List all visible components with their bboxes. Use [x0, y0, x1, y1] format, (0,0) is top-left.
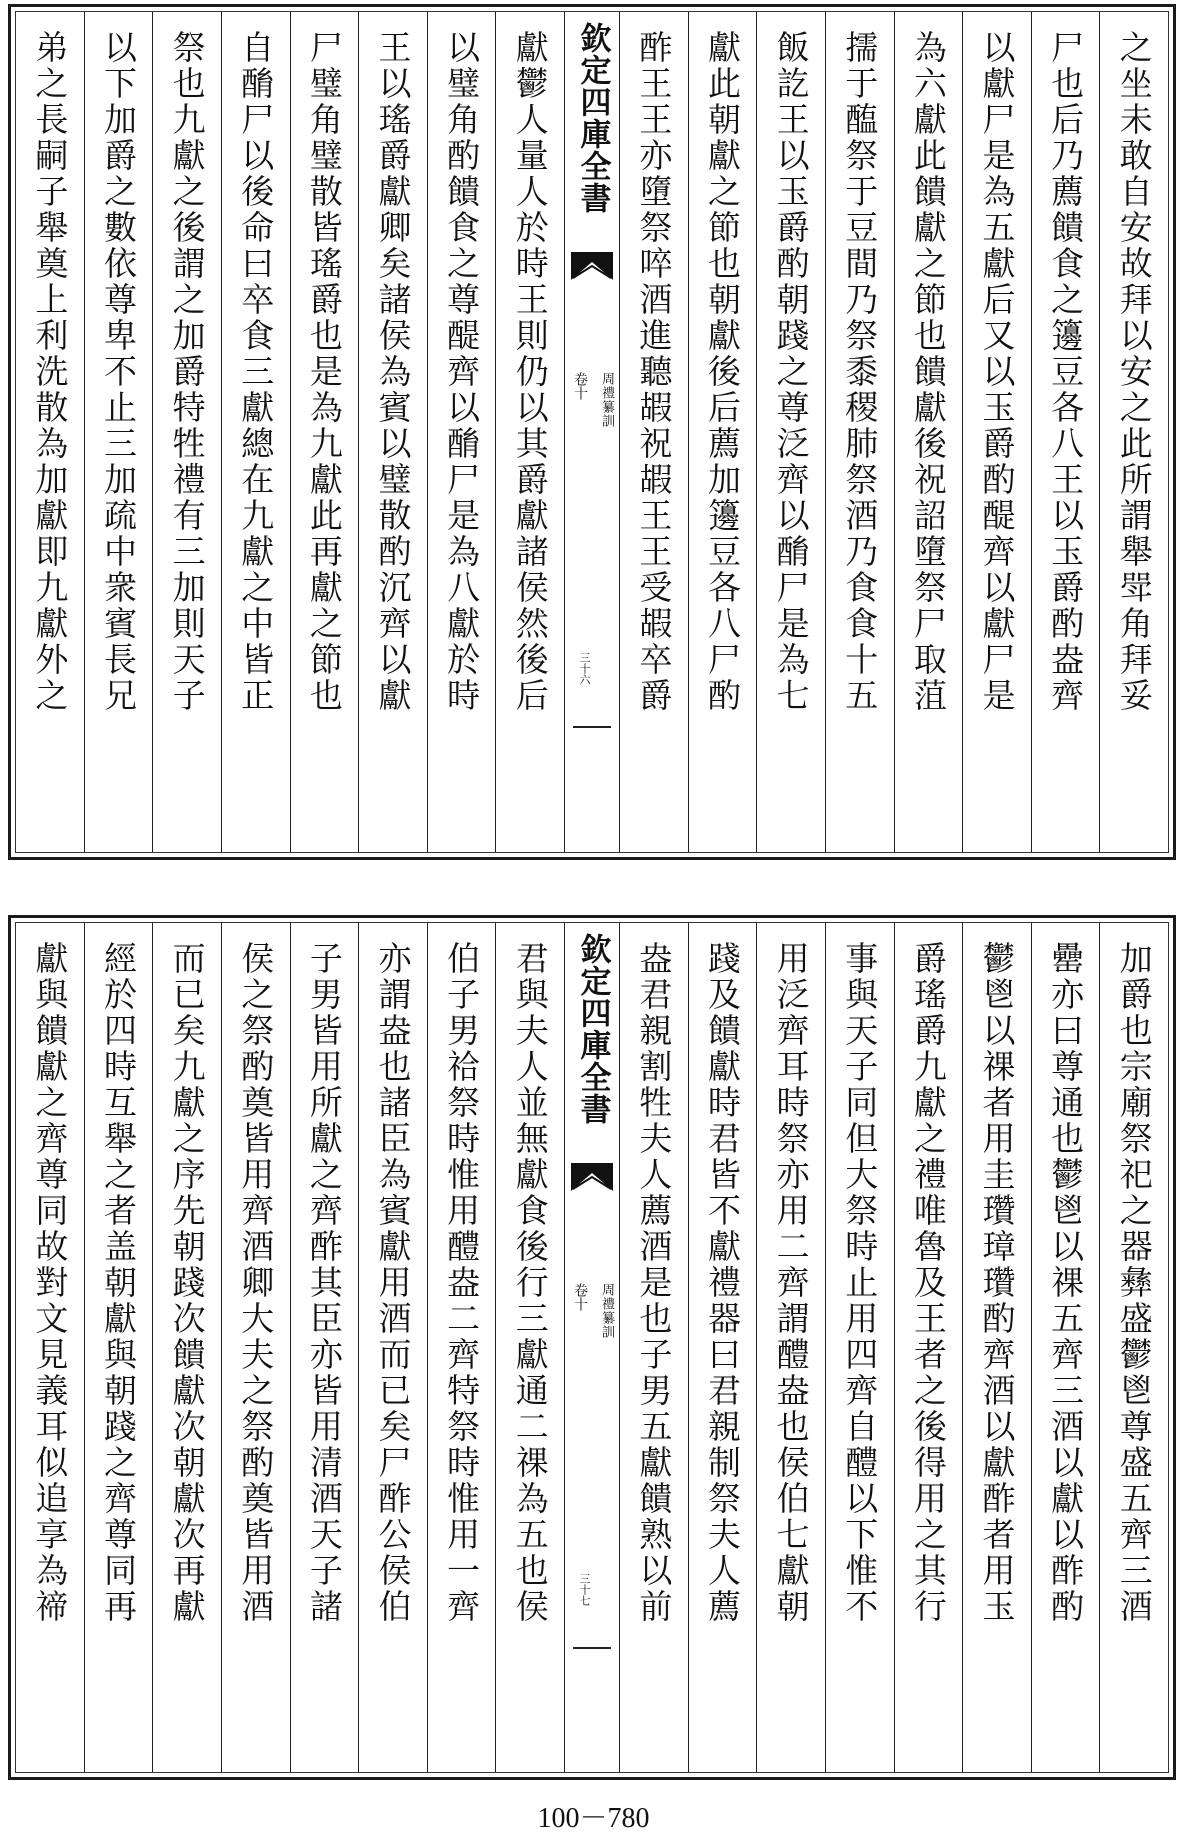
text-column [1031, 12, 1100, 852]
column-text: 獻鬱人量人於時王則仍以其爵獻諸侯然後后 [510, 30, 550, 714]
margin-divider [573, 726, 611, 728]
column-text: 以獻尸是為五獻后又以玉爵酌醍齊以獻尸是 [977, 30, 1017, 714]
text-column [16, 923, 84, 1772]
juan-number: 卷十 [572, 1283, 588, 1311]
column-text: 經於四時互舉之者盖朝獻與朝踐之齊尊同再 [98, 941, 138, 1625]
collection-title: 欽定四庫全書 [574, 933, 611, 1125]
column-text: 之坐未敢自安故拜以安之此所謂舉斝角拜妥 [1114, 30, 1154, 714]
text-column [427, 923, 496, 1772]
column-text: 獻與饋獻之齊尊同故對文見義耳似追享為禘 [30, 941, 70, 1625]
text-column [358, 12, 427, 852]
book-title: 周禮纂訓 [599, 1283, 614, 1339]
column-text: 自酳尸以後命曰卒食三獻總在九獻之中皆正 [236, 30, 276, 714]
column-text: 子男皆用所獻之齊酢其臣亦皆用清酒天子諸 [304, 941, 344, 1625]
collection-title: 欽定四庫全書 [574, 22, 611, 214]
column-text: 尸也后乃薦饋食之籩豆各八王以玉爵酌盎齊 [1046, 30, 1086, 714]
text-column [84, 923, 153, 1772]
page-number: 100－780 [537, 1803, 650, 1834]
bottom-page-text-frame [15, 922, 1169, 1773]
text-column [962, 923, 1031, 1772]
column-text: 鬱鬯以祼者用圭瓚璋瓚酌齊酒以獻酢者用玉 [977, 941, 1017, 1625]
fishtail-ornament-icon [571, 1163, 613, 1191]
text-column [358, 923, 427, 1772]
text-column [894, 923, 963, 1772]
text-column [1099, 923, 1168, 1772]
column-text: 獻此朝獻之節也朝獻後后薦加籩豆各八尸酌 [702, 30, 742, 714]
text-column [495, 12, 564, 852]
text-column [825, 923, 894, 1772]
text-column [152, 12, 221, 852]
center-margin [564, 12, 619, 852]
text-column [290, 12, 359, 852]
text-column [894, 12, 963, 852]
column-text: 酢王王亦墮祭啐酒進聽嘏祝嘏王王受嘏卒爵 [634, 30, 674, 714]
margin-divider [573, 1647, 611, 1649]
text-column [495, 923, 564, 1772]
column-text: 祭也九獻之後謂之加爵特牲禮有三加則天子 [167, 30, 207, 714]
column-text: 盎君親割牲夫人薦酒是也子男五獻饋熟以前 [634, 941, 674, 1625]
column-text: 加爵也宗廟祭祀之器彝盛鬱鬯尊盛五齊三酒 [1114, 941, 1154, 1625]
column-text: 以下加爵之數依尊卑不止三加疏中衆賓長兄 [98, 30, 138, 714]
text-column [84, 12, 153, 852]
column-text: 王以瑤爵獻卿矣諸侯為賓以璧散酌沉齊以獻 [373, 30, 413, 714]
column-text: 侯之祭酌奠皆用齊酒卿大夫之祭酌奠皆用酒 [236, 941, 276, 1625]
column-text: 而已矣九獻之序先朝踐次饋獻次朝獻次再獻 [167, 941, 207, 1625]
text-column [756, 12, 825, 852]
text-column [619, 923, 688, 1772]
text-column [16, 12, 84, 852]
text-column [1031, 923, 1100, 1772]
text-column [290, 923, 359, 1772]
text-column [1099, 12, 1168, 852]
text-column [688, 923, 757, 1772]
folio-number: 三十七 [578, 1573, 591, 1606]
column-text: 伯子男祫祭時惟用醴盎二齊特祭時惟用一齊 [442, 941, 482, 1625]
column-text: 尸璧角璧散皆瑤爵也是為九獻此再獻之節也 [304, 30, 344, 714]
center-margin [564, 923, 619, 1772]
text-column [221, 12, 290, 852]
column-text: 事與天子同但大祭時止用四齊自醴以下惟不 [840, 941, 880, 1625]
juan-number: 卷十 [572, 372, 588, 400]
folio-number: 三十六 [578, 652, 591, 685]
column-text: 罍亦曰尊通也鬱鬯以祼五齊三酒以獻以酢酌 [1046, 941, 1086, 1625]
column-text: 踐及饋獻時君皆不獻禮器曰君親制祭夫人薦 [702, 941, 742, 1625]
text-column [825, 12, 894, 852]
column-text: 以璧角酌饋食之尊醍齊以酳尸是為八獻於時 [442, 30, 482, 714]
bottom-page [8, 915, 1176, 1780]
column-text: 君與夫人並無獻食後行三獻通二祼為五也侯 [510, 941, 550, 1625]
column-text: 為六獻此饋獻之節也饋獻後祝詔墮祭尸取菹 [908, 30, 948, 714]
text-column [688, 12, 757, 852]
column-text: 飯訖王以玉爵酌朝踐之尊泛齊以酳尸是為七 [771, 30, 811, 714]
text-column [756, 923, 825, 1772]
text-column [619, 12, 688, 852]
text-column [427, 12, 496, 852]
top-page [8, 4, 1176, 860]
fishtail-ornament-icon [571, 252, 613, 280]
text-column [221, 923, 290, 1772]
column-text: 亦謂盎也諸臣為賓獻用酒而已矣尸酢公侯伯 [373, 941, 413, 1625]
text-column [962, 12, 1031, 852]
column-text: 爵瑤爵九獻之禮唯魯及王者之後得用之其行 [908, 941, 948, 1625]
top-page-text-frame [15, 11, 1169, 853]
column-text: 擩于醢祭于豆間乃祭黍稷肺祭酒乃食食十五 [840, 30, 880, 714]
book-title: 周禮纂訓 [599, 372, 614, 428]
column-text: 用泛齊耳時祭亦用二齊謂醴盎也侯伯七獻朝 [771, 941, 811, 1625]
column-text: 弟之長嗣子舉奠上利洗散為加獻即九獻外之 [30, 30, 70, 714]
text-column [152, 923, 221, 1772]
